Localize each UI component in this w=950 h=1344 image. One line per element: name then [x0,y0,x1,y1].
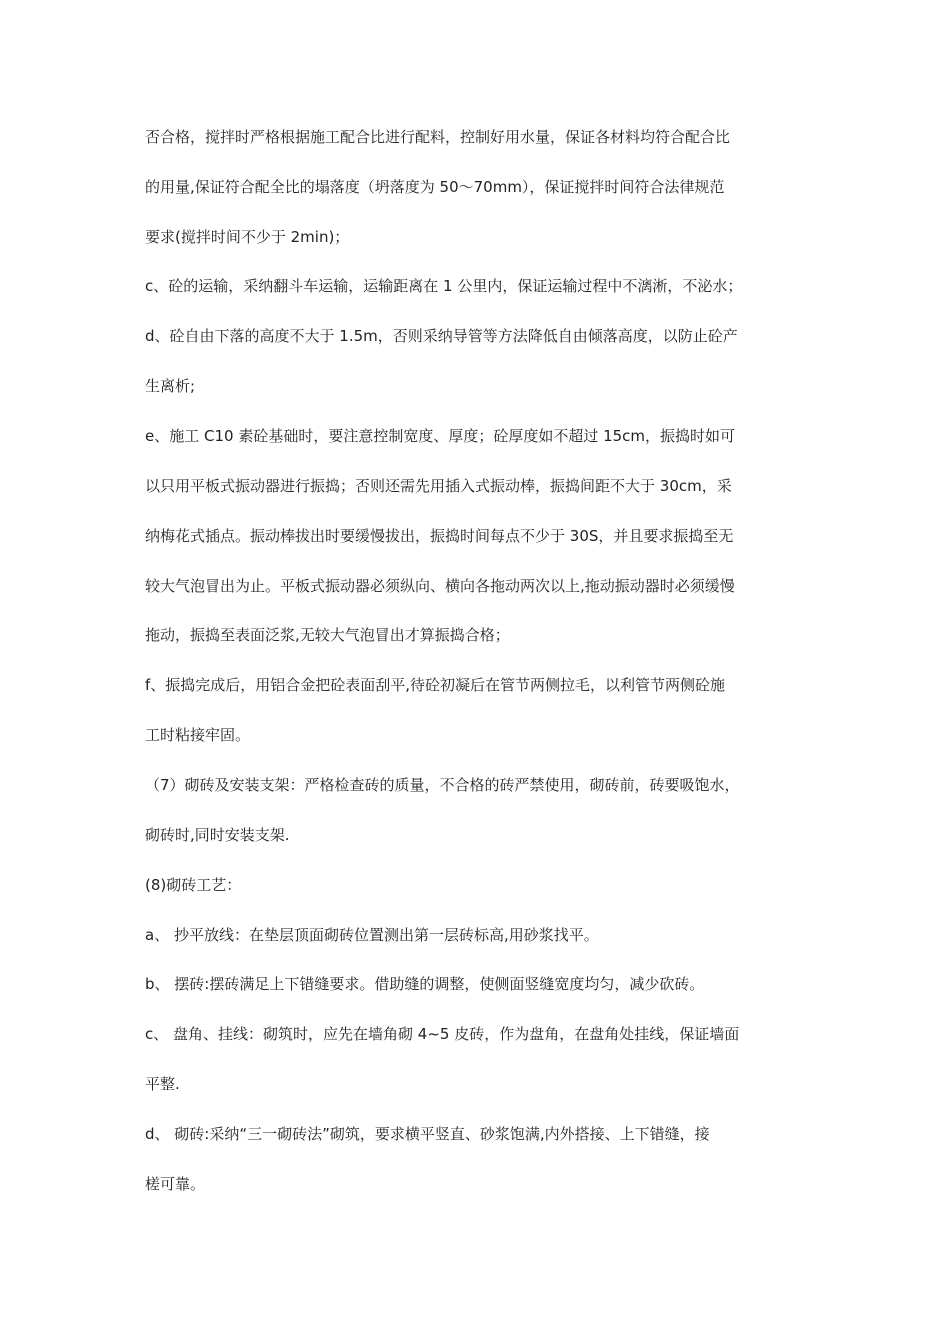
text-line: e、施工 C10 素砼基础时，要注意控制宽度、厚度；砼厚度如不超过 15cm，振捣时如可 [145,427,736,445]
text-line: 的用量,保证符合配全比的塌落度（坍落度为 50～70mm），保证搅拌时间符合法律规范 [145,178,725,196]
text-line: c、 盘角、挂线：砌筑时，应先在墙角砌 4~5 皮砖，作为盘角，在盘角处挂线，保证墙面 [145,1025,740,1043]
text-line: d、 砌砖:采纳“三一砌砖法”砌筑，要求横平竖直、砂浆饱满,内外搭接、上下错缝，接 [145,1125,710,1143]
text-line: a、 抄平放线：在垫层顶面砌砖位置测出第一层砖标高,用砂浆找平。 [145,926,599,944]
text-line: b、 摆砖:摆砖满足上下错缝要求。借助缝的调整，使侧面竖缝宽度均匀，减少砍砖。 [145,975,705,993]
text-line: 否合格，搅拌时严格根据施工配合比进行配料，控制好用水量，保证各材料均符合配合比 [145,128,731,146]
text-line: 生离析; [145,377,196,395]
text-line: 槎可靠。 [145,1175,206,1193]
text-line: d、砼自由下落的高度不大于 1.5m，否则采纳导管等方法降低自由倾落高度，以防止砼产 [145,327,738,345]
text-line: 拖动，振捣至表面泛浆,无较大气泡冒出才算振捣合格； [145,626,510,644]
text-line: 要求(搅拌时间不少于 2min)； [145,228,350,246]
text-line: （7）砌砖及安装支架：严格检查砖的质量，不合格的砖严禁使用，砌砖前，砖要吸饱水， [145,776,740,794]
text-line: f、振捣完成后，用铝合金把砼表面刮平,待砼初凝后在管节两侧拉毛，以利管节两侧砼施 [145,676,726,694]
text-line: 较大气泡冒出为止。平板式振动器必须纵向、横向各拖动两次以上,拖动振动器时必须缓慢 [145,577,735,595]
text-line: 平整. [145,1075,180,1093]
text-line: 以只用平板式振动器进行振捣；否则还需先用插入式振动棒，振捣间距不大于 30cm，采 [145,477,732,495]
text-line: 纳梅花式插点。振动棒拔出时要缓慢拔出，振捣时间每点不少于 30S，并且要求振捣至无 [145,527,734,545]
text-line: 工时粘接牢固。 [145,726,251,744]
text-line: 砌砖时,同时安装支架. [145,826,290,844]
text-line: c、砼的运输，采纳翻斗车运输，运输距离在 1 公里内，保证运输过程中不漓淅，不泌水； [145,277,743,295]
text-line: (8)砌砖工艺： [145,876,242,894]
